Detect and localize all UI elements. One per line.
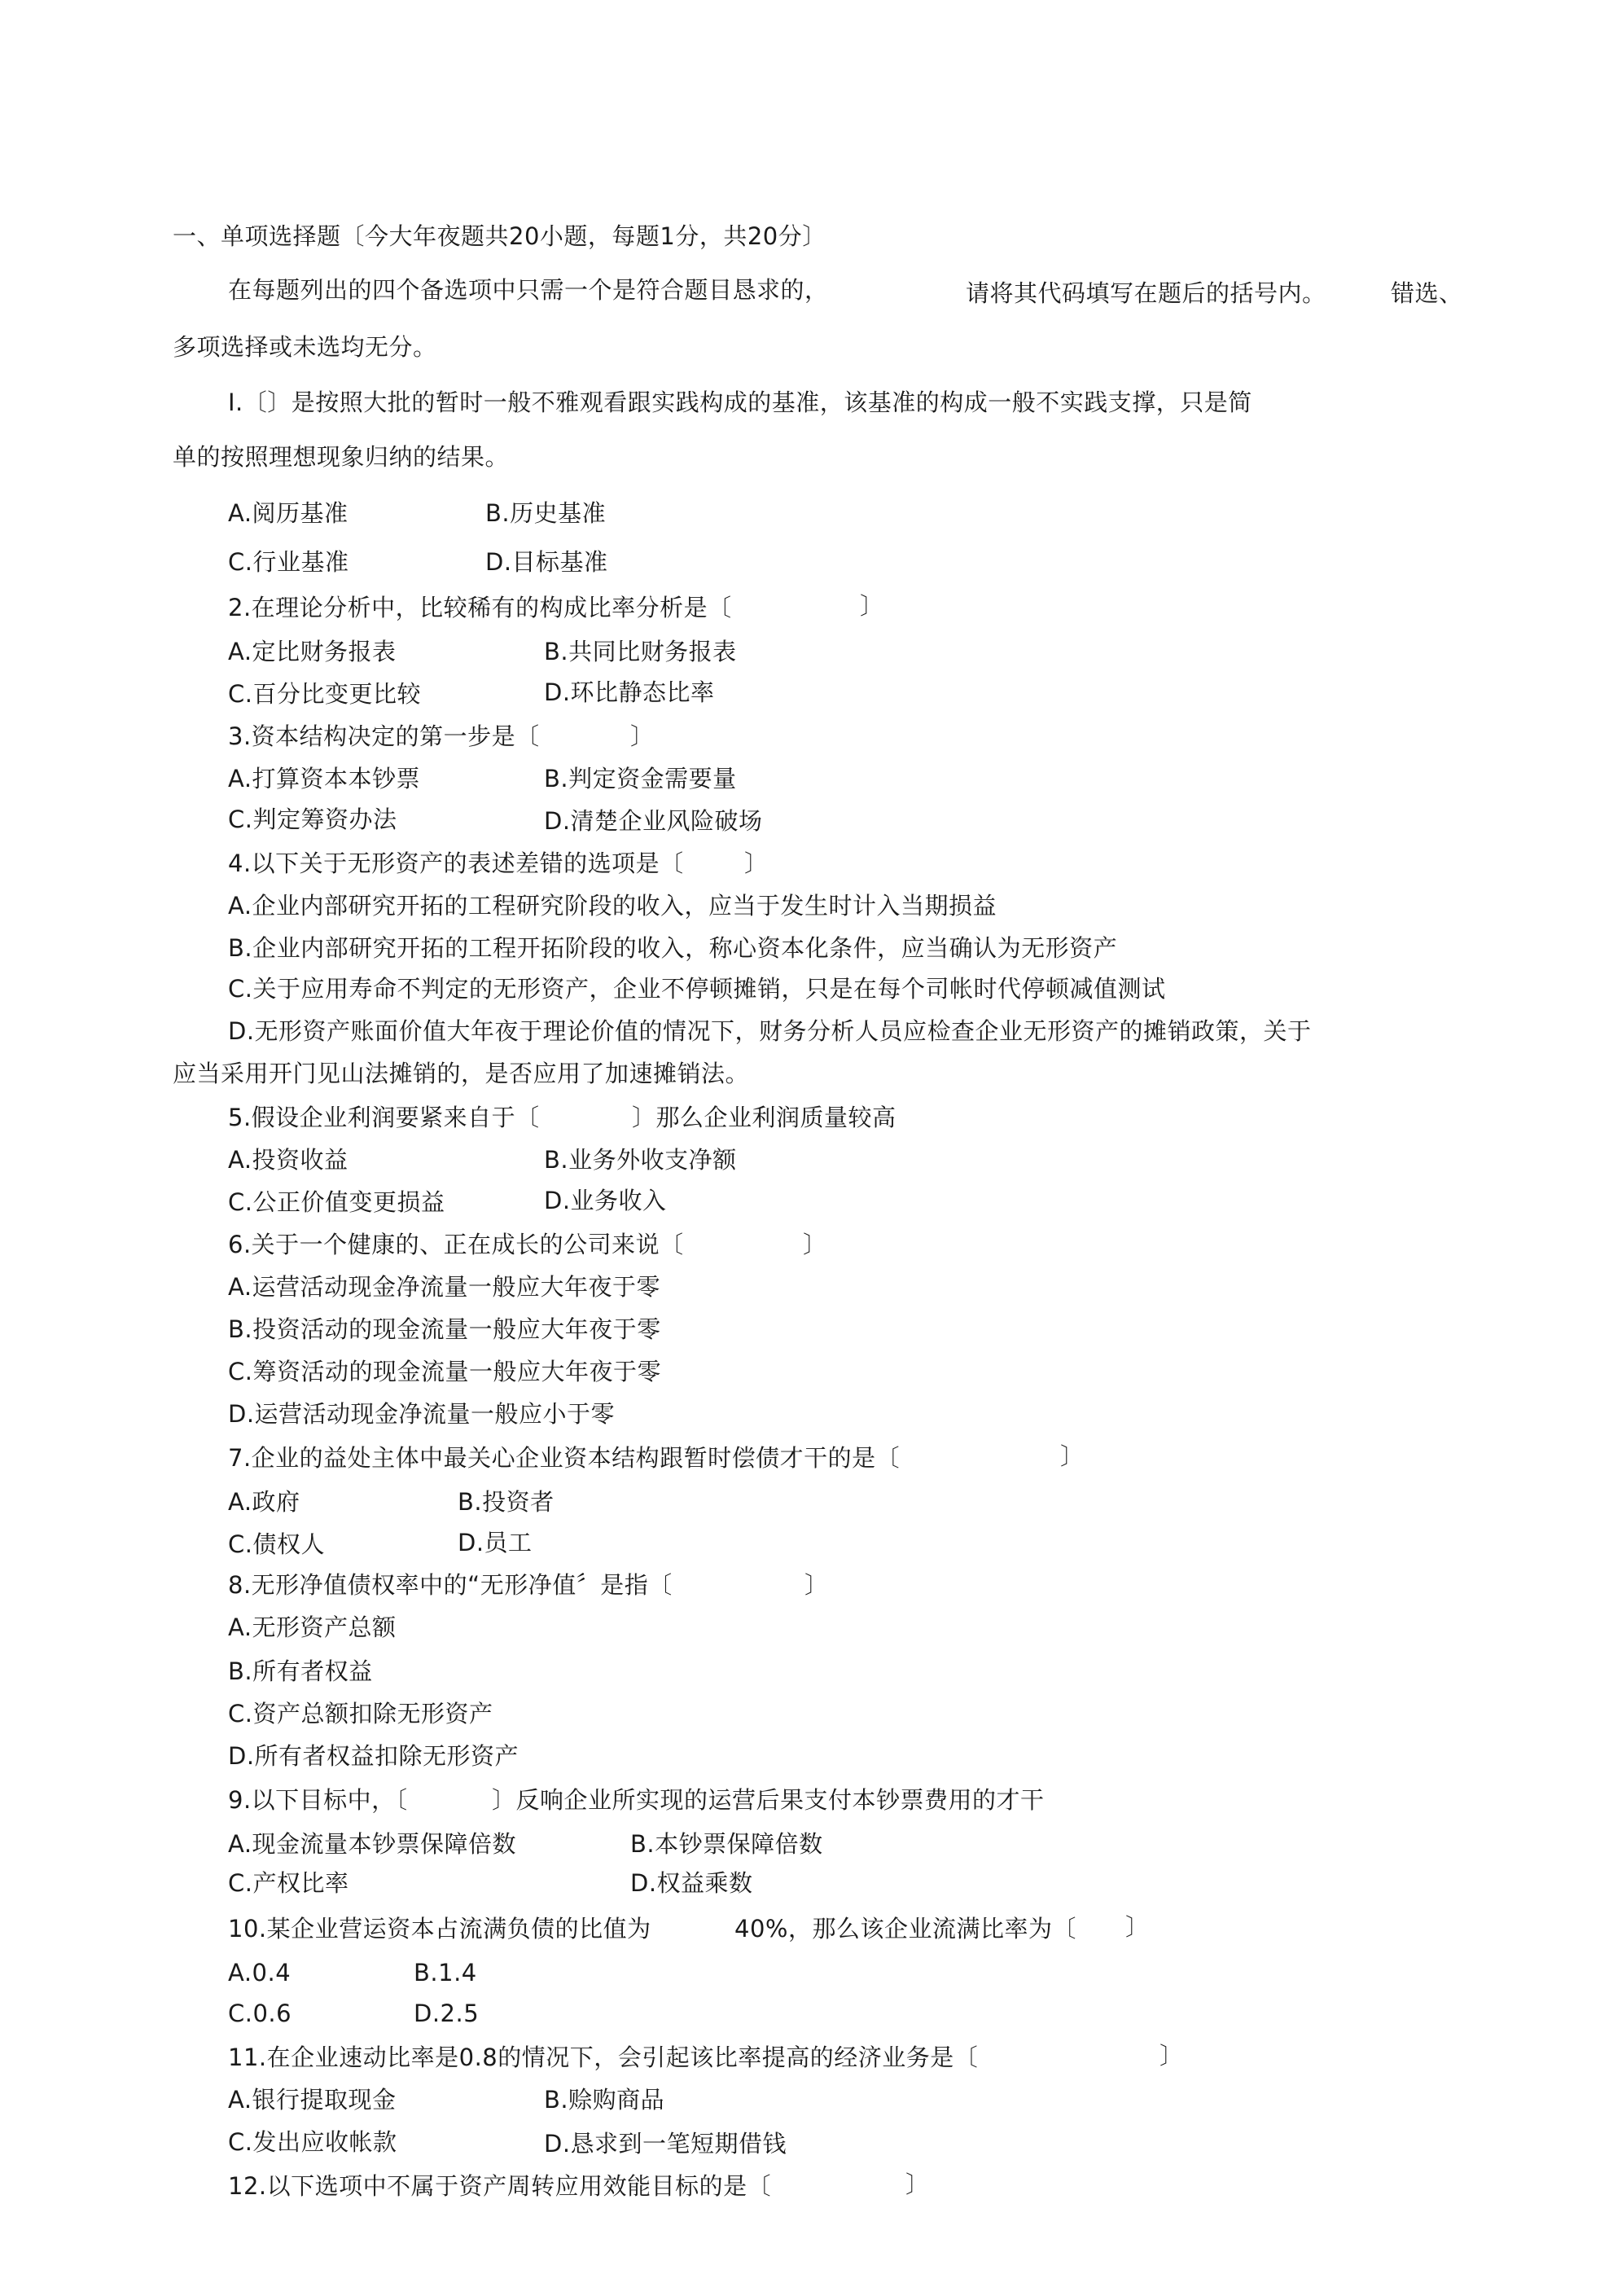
question-10-stem: 10.某企业营运资本占流满负债的比值为 xyxy=(228,1915,651,1943)
instructions-part-2: 请将其代码填写在题后的括号内。 xyxy=(966,279,1326,307)
question-4-option-d-continued: 应当采用开门见山法摊销的，是否应用了加速摊销法。 xyxy=(173,1060,750,1087)
instructions-part-1: 在每题列出的四个备选项中只需一个是符合题目恳求的， xyxy=(228,276,829,304)
question-2-option-b: B.共同比财务报表 xyxy=(544,638,737,665)
question-4-stem: 4.以下关于无形资产的表述差错的选项是〔 xyxy=(228,849,684,877)
question-7-option-a: A.政府 xyxy=(228,1488,300,1516)
question-8-option-d: D.所有者权益扣除无形资产 xyxy=(228,1742,519,1770)
question-4-option-d: D.无形资产账面价值大年夜于理论价值的情况下，财务分析人员应检查企业无形资产的摊销政策，关于 xyxy=(228,1017,1312,1045)
question-6-option-b: B.投资活动的现金流量一般应大年夜于零 xyxy=(228,1315,661,1343)
question-5-option-b: B.业务外收支净额 xyxy=(544,1146,737,1174)
question-7-option-d: D.员工 xyxy=(458,1529,533,1556)
question-3-option-b: B.判定资金需要量 xyxy=(544,765,737,792)
question-5-option-d: D.业务收入 xyxy=(544,1187,667,1214)
question-2-option-d: D.环比静态比率 xyxy=(544,678,715,706)
question-8-option-c: C.资产总额扣除无形资产 xyxy=(228,1700,493,1727)
question-4-option-c: C.关于应用寿命不判定的无形资产，企业不停顿摊销，只是在每个司帐时代停顿减值测试 xyxy=(228,975,1166,1003)
question-10-option-b: B.1.4 xyxy=(414,1959,477,1987)
question-12-bracket-close: 〕 xyxy=(905,2171,930,2198)
question-7-bracket-close: 〕 xyxy=(1060,1442,1085,1470)
question-1-option-a: A.阅历基准 xyxy=(228,499,349,527)
question-9-stem-tail: 〕反响企业所实现的运营后果支付本钞票费用的才干 xyxy=(492,1786,1045,1814)
question-3-option-c: C.判定筹资办法 xyxy=(228,806,397,833)
question-4-bracket-close: 〕 xyxy=(744,849,769,877)
question-3-stem: 3.资本结构决定的第一步是〔 xyxy=(228,722,540,750)
question-10-stem-middle: 40%，那么该企业流满比率为〔 xyxy=(734,1915,1076,1943)
question-9-option-c: C.产权比率 xyxy=(228,1869,349,1897)
question-10-option-c: C.0.6 xyxy=(228,2000,292,2027)
question-9-stem: 9.以下目标中，〔 xyxy=(228,1786,408,1814)
question-9-option-a: A.现金流量本钞票保障倍数 xyxy=(228,1830,517,1858)
question-3-option-a: A.打算资本本钞票 xyxy=(228,765,421,792)
question-12-stem: 12.以下选项中不属于资产周转应用效能目标的是〔 xyxy=(228,2172,772,2200)
question-3-option-d: D.清楚企业风险破场 xyxy=(544,807,763,835)
question-7-stem: 7.企业的益处主体中最关心企业资本结构跟暂时偿债才干的是〔 xyxy=(228,1444,901,1472)
question-5-stem-tail: 〕那么企业利润质量较高 xyxy=(632,1104,896,1131)
question-2-option-a: A.定比财务报表 xyxy=(228,638,397,665)
question-8-option-b: B.所有者权益 xyxy=(228,1657,373,1685)
question-10-option-a: A.0.4 xyxy=(228,1959,292,1987)
question-10-option-d: D.2.5 xyxy=(414,2000,480,2027)
question-11-stem: 11.在企业速动比率是0.8的情况下，会引起该比率提高的经济业务是〔 xyxy=(228,2044,979,2071)
question-6-option-d: D.运营活动现金净流量一般应小于零 xyxy=(228,1400,616,1428)
question-3-bracket-close: 〕 xyxy=(630,722,655,750)
question-8-option-a: A.无形资产总额 xyxy=(228,1613,397,1641)
question-5-option-c: C.公正价值变更损益 xyxy=(228,1188,445,1216)
question-1-option-c: C.行业基准 xyxy=(228,548,349,576)
question-11-option-b: B.赊购商品 xyxy=(544,2086,665,2114)
question-9-option-b: B.本钞票保障倍数 xyxy=(630,1830,823,1858)
question-6-option-a: A.运营活动现金净流量一般应大年夜于零 xyxy=(228,1273,661,1301)
question-4-option-b: B.企业内部研究开拓的工程开拓阶段的收入，称心资本化条件，应当确认为无形资产 xyxy=(228,934,1118,962)
question-5-stem: 5.假设企业利润要紧来自于〔 xyxy=(228,1104,540,1131)
instructions-part-3: 错选、 xyxy=(1391,279,1463,307)
section-heading: 一、单项选择题〔今大年夜题共20小题，每题1分，共20分〕 xyxy=(173,222,826,250)
question-8-stem: 8.无形净值债权率中的“无形净值〞是指〔 xyxy=(228,1571,673,1599)
question-1-option-b: B.历史基准 xyxy=(485,499,607,527)
question-11-option-a: A.银行提取现金 xyxy=(228,2086,397,2114)
question-9-option-d: D.权益乘数 xyxy=(630,1869,753,1897)
question-11-option-c: C.发出应收帐款 xyxy=(228,2128,397,2156)
question-5-option-a: A.投资收益 xyxy=(228,1146,349,1174)
question-1-option-d: D.目标基准 xyxy=(485,548,608,576)
instructions-part-4: 多项选择或未选均无分。 xyxy=(173,333,437,361)
question-8-bracket-close: 〕 xyxy=(804,1571,829,1599)
question-11-bracket-close: 〕 xyxy=(1160,2042,1184,2070)
question-6-option-c: C.筹资活动的现金流量一般应大年夜于零 xyxy=(228,1358,661,1385)
question-2-option-c: C.百分比变更比较 xyxy=(228,680,421,708)
question-6-stem: 6.关于一个健康的、正在成长的公司来说〔 xyxy=(228,1231,684,1258)
question-11-option-d: D.恳求到一笔短期借钱 xyxy=(544,2130,787,2158)
question-4-option-a: A.企业内部研究开拓的工程研究阶段的收入，应当于发生时计入当期损益 xyxy=(228,892,997,920)
question-2-stem: 2.在理论分析中，比较稀有的构成比率分析是〔 xyxy=(228,594,732,621)
question-10-bracket-close: 〕 xyxy=(1125,1913,1150,1941)
question-7-option-b: B.投资者 xyxy=(458,1488,555,1516)
question-2-bracket-close: 〕 xyxy=(860,592,884,620)
question-6-bracket-close: 〕 xyxy=(803,1231,827,1258)
question-1-stem: I.〔〕是按照大批的暂时一般不雅观看跟实践构成的基准，该基准的构成一般不实践支撑，只是简 xyxy=(228,389,1252,416)
question-7-option-c: C.债权人 xyxy=(228,1530,325,1558)
question-1-stem-continued: 单的按照理想现象归纳的结果。 xyxy=(173,443,510,471)
